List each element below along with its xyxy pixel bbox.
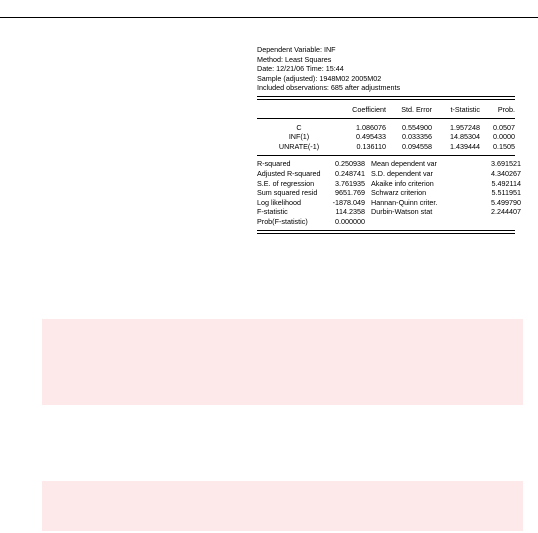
coef-header-row [257,100,515,118]
table-row [257,159,521,169]
header-observations: Included observations: 685 after adjustments [257,83,401,93]
stat-label [365,217,477,227]
table-row [257,179,521,189]
coef-header-prob: Prob. [497,104,515,114]
stat-value: 4.340267 [491,168,521,178]
table-row [257,142,515,152]
stat-label: F-statistic [257,207,288,217]
stat-value: 9651.769 [335,188,365,198]
std-error-value: 0.554900 [402,122,432,132]
highlight-box-upper [42,319,523,405]
coef-header-std-error: Std. Error [401,104,432,114]
stat-label: S.D. dependent var [371,168,433,178]
variable-name: UNRATE(-1) [278,141,320,151]
table-row [257,198,521,208]
stat-label: Adjusted R-squared [257,168,321,178]
highlight-box-lower [42,481,523,531]
t-statistic-value: 1.957248 [450,122,480,132]
coefficient-value: 0.136110 [356,141,386,151]
output-header [257,45,515,93]
stat-value: 5.511951 [491,188,521,198]
stat-label: S.E. of regression [257,178,315,188]
stat-label: R-squared [257,159,291,169]
std-error-value: 0.094558 [402,141,432,151]
stat-value: 5.499790 [491,197,521,207]
stat-label: Sum squared resid [257,188,318,198]
stat-value: 0.248741 [335,168,365,178]
stat-label: Log likelihood [257,197,301,207]
coefficient-table [257,100,515,118]
table-row [257,207,521,217]
prob-value: 0.0000 [493,132,515,142]
regression-output [257,45,521,234]
coefficient-rows [257,123,515,152]
variable-name: C [296,122,302,132]
prob-value: 0.1505 [493,141,515,151]
header-method: Method: Least Squares [257,54,332,64]
stat-label: Hannan-Quinn criter. [371,197,438,207]
header-date-time: Date: 12/21/06 Time: 15:44 [257,64,344,74]
t-statistic-value: 1.439444 [450,141,480,151]
stat-value: 5.492114 [491,178,521,188]
table-row [257,123,515,133]
table-row [257,217,521,227]
stat-value: 114.2358 [335,207,365,217]
table-row [257,188,521,198]
stat-label: Durbin-Watson stat [371,207,433,217]
header-sample: Sample (adjusted): 1948M02 2005M02 [257,73,382,83]
header-dependent-variable: Dependent Variable: INF [257,45,336,54]
table-row [257,132,515,142]
coefficient-value: 1.086076 [356,122,386,132]
stat-value: 0.250938 [335,159,365,169]
stat-label: Mean dependent var [371,159,437,169]
table-row [257,169,521,179]
variable-name: INF(1) [288,132,310,142]
stat-value: 0.000000 [335,216,365,226]
stat-value [477,217,521,227]
stat-value: 3.761935 [335,178,365,188]
coef-header-variable [257,100,341,118]
prob-value: 0.0507 [493,122,515,132]
stat-value: 2.244407 [491,207,521,217]
stat-value: -1878.049 [332,197,365,207]
std-error-value: 0.033356 [402,132,432,142]
double-rule-bottom [257,230,515,234]
stat-value: 3.691521 [491,159,521,169]
stat-label: Schwarz criterion [371,188,427,198]
stat-label: Prob(F-statistic) [257,216,308,226]
stat-label: Akaike info criterion [371,178,434,188]
statistics-table [257,159,521,226]
coef-header-coefficient: Coefficient [352,104,386,114]
coef-header-t-statistic: t-Statistic [450,104,480,114]
t-statistic-value: 14.85304 [450,132,480,142]
top-rule [0,17,538,18]
coefficient-value: 0.495433 [356,132,386,142]
